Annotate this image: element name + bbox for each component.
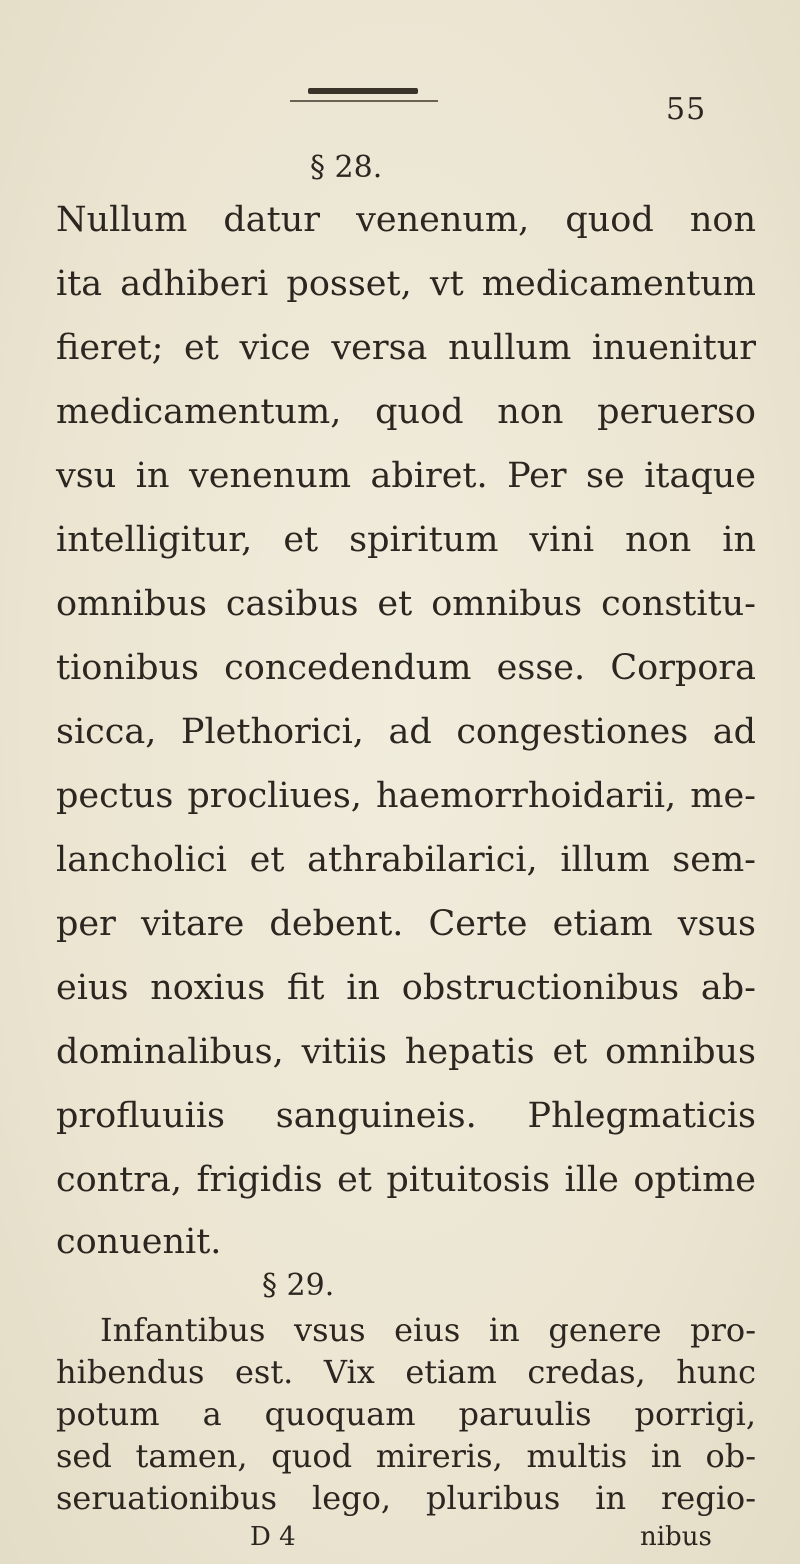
text-line: profluuiis sanguineis. Phlegmaticis xyxy=(56,1096,756,1136)
text-line: eius noxius fit in obstructionibus ab- xyxy=(56,968,756,1008)
text-line: potum a quoquam paruulis porrigi, xyxy=(56,1395,756,1433)
text-line: per vitare debent. Certe etiam vsus xyxy=(56,904,756,944)
text-line: contra, frigidis et pituitosis ille optime xyxy=(56,1160,756,1200)
text-line: Infantibus vsus eius in genere pro- xyxy=(100,1311,756,1349)
text-line: conuenit. xyxy=(56,1222,222,1262)
text-line: lancholici et athrabilarici, illum sem- xyxy=(56,840,756,880)
text-line: tionibus concedendum esse. Corpora xyxy=(56,648,756,688)
text-line: seruationibus lego, pluribus in regio- xyxy=(56,1479,756,1517)
page-number: 55 xyxy=(666,92,707,127)
text-line: sicca, Plethorici, ad congestiones ad xyxy=(56,712,756,752)
catchword: nibus xyxy=(640,1522,712,1552)
signature-mark: D 4 xyxy=(250,1522,296,1552)
text-line: medicamentum, quod non peruerso xyxy=(56,392,756,432)
section-heading-29: § 29. xyxy=(262,1268,335,1303)
top-ornament-rule xyxy=(308,88,418,94)
text-line: Nullum datur venenum, quod non xyxy=(56,200,756,240)
text-line: pectus procliues, haemorrhoidarii, me- xyxy=(56,776,756,816)
top-thin-rule xyxy=(290,100,438,102)
text-line: dominalibus, vitiis hepatis et omnibus xyxy=(56,1032,756,1072)
text-line: intelligitur, et spiritum vini non in xyxy=(56,520,756,560)
text-line: omnibus casibus et omnibus constitu- xyxy=(56,584,756,624)
text-line: hibendus est. Vix etiam credas, hunc xyxy=(56,1353,756,1391)
section-heading-28: § 28. xyxy=(310,150,383,185)
text-line: vsu in venenum abiret. Per se itaque xyxy=(56,456,756,496)
text-line: sed tamen, quod mireris, multis in ob- xyxy=(56,1437,756,1475)
text-line: fieret; et vice versa nullum inuenitur xyxy=(56,328,756,368)
text-line: ita adhiberi posset, vt medicamentum xyxy=(56,264,756,304)
